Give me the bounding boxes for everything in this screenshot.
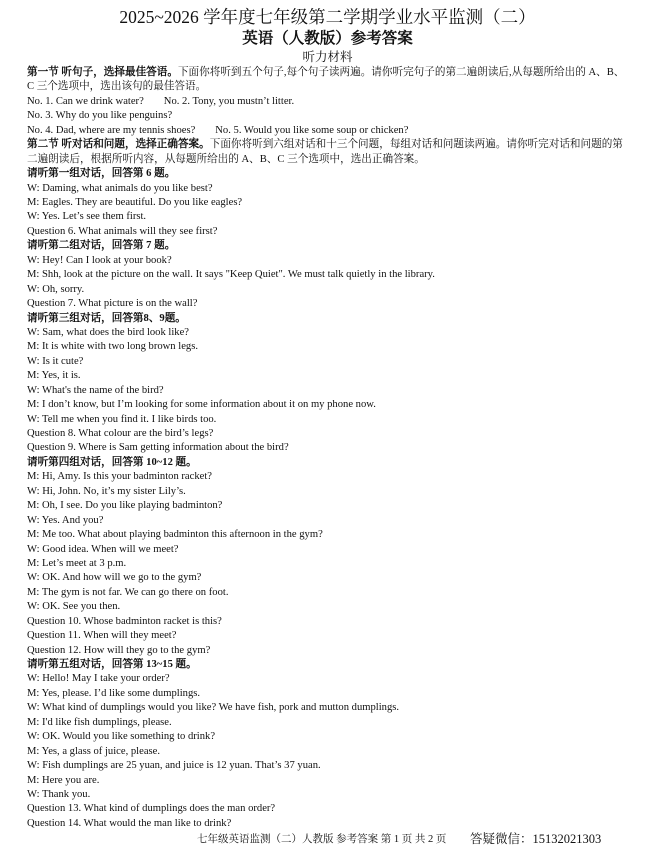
listening-transcript <box>27 66 627 831</box>
dialogue-line: M: Hi, Amy. Is this your badminton racket? <box>27 471 212 483</box>
dialogue-line: M: I don’t know, but I’m looking for some information about it on my phone now. <box>27 399 376 411</box>
sentence-item-row <box>27 124 627 138</box>
section2-instruction <box>27 138 627 167</box>
dialogue-line: M: Yes, please. I’d like some dumplings. <box>27 687 201 699</box>
dialogue-line: W: Yes. And you? <box>27 514 104 526</box>
document-subtitle: 英语（人教版）参考答案 <box>242 30 413 47</box>
dialogue-groups <box>27 167 627 831</box>
dialogue-line: M: Let’s meet at 3 p.m. <box>27 557 127 569</box>
dialogue-line: W: What kind of dumplings would you like? We have fish, pork and mutton dumplings. <box>27 702 400 714</box>
dialogue-line: M: The gym is not far. We can go there on foot. <box>27 586 229 598</box>
sentence-item: No. 2. Tony, you mustn’t litter. <box>163 95 295 107</box>
question-line: Question 9. Where is Sam getting information about the bird? <box>27 442 289 454</box>
dialogue-line: W: Oh, sorry. <box>27 283 85 295</box>
sentence-item-row <box>27 95 627 109</box>
section1-instruction <box>27 66 627 95</box>
dialogue-group-head: 请听第三组对话，回答第8、9题。 <box>27 312 186 324</box>
dialogue-line: M: Here you are. <box>27 774 100 786</box>
sentence-item: No. 1. Can we drink water? <box>27 95 144 107</box>
footer-contact: 答疑微信：15132021303 <box>470 832 602 846</box>
footer-page-info: 七年级英语监测（二）人教版 参考答案 第 1 页 共 2 页 <box>197 834 447 845</box>
dialogue-line: W: Hello! May I take your order? <box>27 673 170 685</box>
dialogue-line: W: Good idea. When will we meet? <box>27 543 179 555</box>
question-line: Question 13. What kind of dumplings does the man order? <box>27 803 276 815</box>
section1-instruction-text: 下面你将听到五个句子,每个句子读两遍。请你听完句子的第二遍朗读后,从每题所给出的 A、B、C 三个选项中，选出该句的最佳答语。 <box>27 67 625 93</box>
dialogue-line: M: Eagles. They are beautiful. Do you like eagles? <box>27 197 243 208</box>
dialogue-line: M: Yes, it is. <box>27 370 81 382</box>
dialogue-line: M: I'd like fish dumplings, please. <box>27 716 172 728</box>
dialogue-group-head: 请听第四组对话，回答第 10~12 题。 <box>27 456 197 468</box>
sentence-item: No. 3. Why do you like penguins? <box>27 110 173 122</box>
question-line: Question 10. Whose badminton racket is this? <box>27 615 222 627</box>
dialogue-line: W: Hey! Can I look at your book? <box>27 254 172 266</box>
document-title: 2025~2026 学年度七年级第二学期学业水平监测（二） <box>119 7 536 27</box>
dialogue-line: W: What's the name of the bird? <box>27 384 164 396</box>
page-footer <box>0 831 655 849</box>
dialogue-line: W: Sam, what does the bird look like? <box>27 326 190 338</box>
dialogue-line: M: Shh, look at the picture on the wall. It says "Keep Quiet". We must talk quietly in the library. <box>27 269 435 281</box>
question-line: Question 8. What colour are the bird’s legs? <box>27 428 214 439</box>
section1-head: 第一节 听句子，选择最佳答语。 <box>27 67 178 78</box>
sentence-item: No. 4. Dad, where are my tennis shoes? <box>27 124 196 136</box>
question-line: Question 7. What picture is on the wall? <box>27 298 198 310</box>
dialogue-group-head: 请听第二组对话，回答第 7 题。 <box>27 240 176 252</box>
dialogue-line: M: Yes, a glass of juice, please. <box>27 745 160 757</box>
dialogue-line: M: Me too. What about playing badminton this afternoon in the gym? <box>27 529 323 541</box>
question-line: Question 6. What animals will they see first? <box>27 225 218 237</box>
dialogue-line: W: Is it cute? <box>27 355 84 367</box>
question-line: Question 12. How will they go to the gym? <box>27 644 211 656</box>
section2-head: 第二节 听对话和问题，选择正确答案。 <box>27 139 210 151</box>
dialogue-line: W: Fish dumplings are 25 yuan, and juice is 12 yuan. That’s 37 yuan. <box>27 760 321 772</box>
section-heading-listening-material: 听力材料 <box>302 50 353 64</box>
dialogue-line: W: Daming, what animals do you like best? <box>27 182 213 194</box>
dialogue-group-head: 请听第一组对话，回答第 6 题。 <box>27 168 176 180</box>
sentence-item-row <box>27 109 627 123</box>
sentence-item: No. 5. Would you like some soup or chicken? <box>215 124 409 136</box>
dialogue-line: W: Hi, John. No, it’s my sister Lily’s. <box>27 485 186 497</box>
dialogue-group-head: 请听第五组对话，回答第 13~15 题。 <box>27 659 197 670</box>
dialogue-line: W: Tell me when you find it. I like birds too. <box>27 413 217 425</box>
dialogue-line: W: Thank you. <box>27 788 91 800</box>
dialogue-line: W: OK. Would you like something to drink? <box>27 731 216 743</box>
dialogue-line: W: OK. See you then. <box>27 601 121 613</box>
question-line: Question 14. What would the man like to drink? <box>27 817 232 829</box>
dialogue-line: W: OK. And how will we go to the gym? <box>27 572 202 584</box>
dialogue-line: M: Oh, I see. Do you like playing badminton? <box>27 500 223 512</box>
section2-instruction-text: 下面你将听到六组对话和十三个问题，每组对话和问题读两遍。请你听完对话和问题的第二遍朗读后，根据所听内容，从每题所给出的 A、B、C 三个选项中，选出正确答案。 <box>27 139 623 165</box>
dialogue-line: M: It is white with two long brown legs. <box>27 341 198 353</box>
question-line: Question 11. When will they meet? <box>27 630 177 642</box>
dialogue-line: W: Yes. Let’s see them first. <box>27 211 147 223</box>
